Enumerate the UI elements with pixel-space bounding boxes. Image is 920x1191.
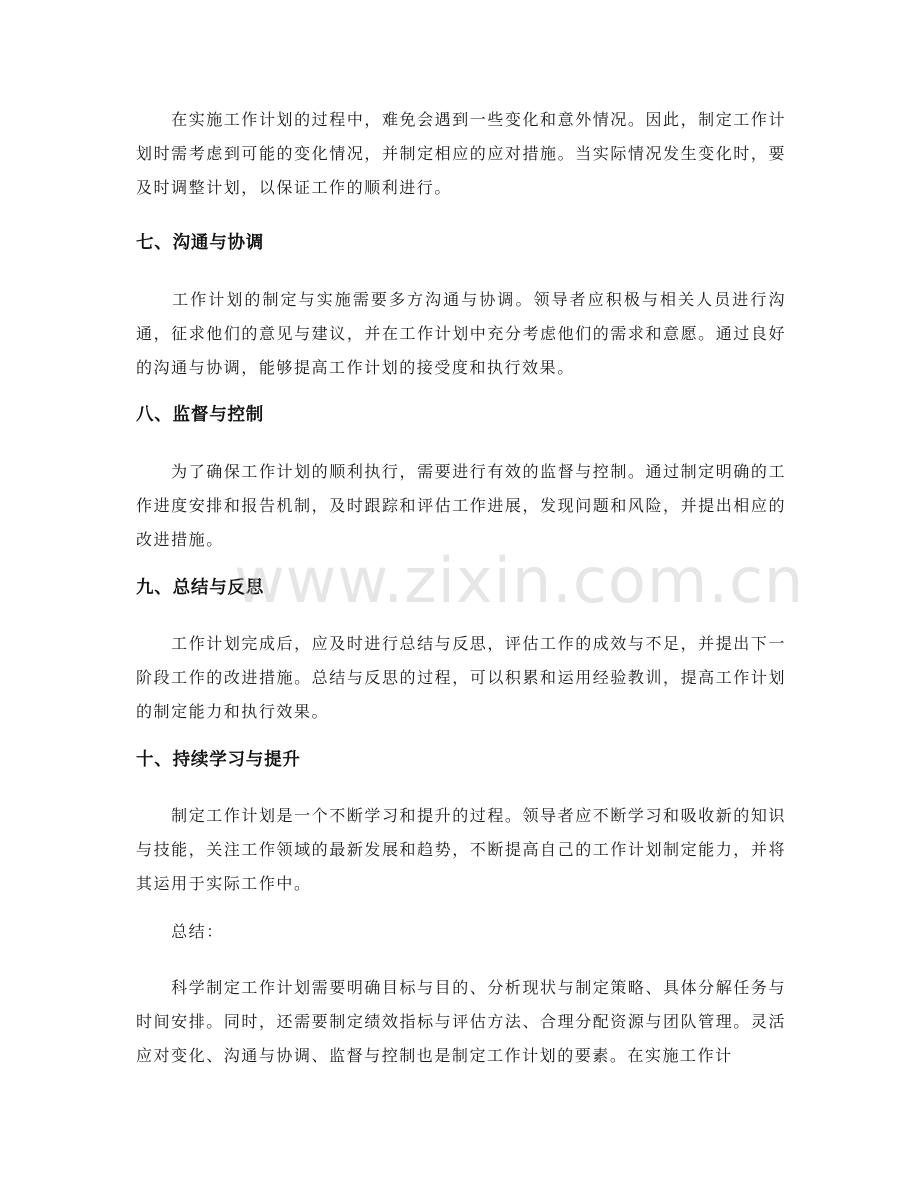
section-heading-learning [136,743,786,777]
paragraph-text: 总结： [136,922,224,941]
paragraph-handling-changes [136,103,786,205]
paragraph-text: 在实施工作计划的过程中，难免会遇到一些变化和意外情况。因此，制定工作计划时需考虑到可能的变化情况，并制定相应的应对措施。当实际情况发生变化时，要及时调整计划，以保证工作的顺利进行。 [136,110,786,197]
watermark: www.zixin.com.cn [234,544,805,617]
paragraph-text: 制定工作计划是一个不断学习和提升的过程。领导者应不断学习和吸收新的知识与技能，关注工作领域的最新发展和趋势，不断提高自己的工作计划制定能力，并将其运用于实际工作中。 [136,806,786,893]
paragraph-text: 为了确保工作计划的顺利执行，需要进行有效的监督与控制。通过制定明确的工作进度安排和报告机制，及时跟踪和评估工作进展，发现问题和风险，并提出相应的改进措施。 [136,462,786,549]
paragraph-summary [136,627,786,729]
paragraph-supervision [136,455,786,557]
paragraph-conclusion [136,971,786,1073]
paragraph-text: 工作计划完成后，应及时进行总结与反思，评估工作的成效与不足，并提出下一阶段工作的改进措施。总结与反思的过程，可以积累和运用经验教训，提高工作计划的制定能力和执行效果。 [136,634,786,721]
heading-text: 七、沟通与协调 [136,233,265,253]
conclusion-label [136,915,786,949]
paragraph-text: 工作计划的制定与实施需要多方沟通与协调。领导者应积极与相关人员进行沟通，征求他们的意见与建议，并在工作计划中充分考虑他们的需求和意愿。通过良好的沟通与协调，能够提高工作计划的接受度和执行效果。 [136,290,786,377]
paragraph-text: 科学制定工作计划需要明确目标与目的、分析现状与制定策略、具体分解任务与时间安排。同时，还需要制定绩效指标与评估方法、合理分配资源与团队管理。灵活应对变化、沟通与协调、监督与控制也是制定工作计划的要素。在实施工作计 [136,978,786,1065]
section-heading-summary [136,571,786,605]
paragraph-communication [136,283,786,385]
paragraph-learning [136,799,786,901]
section-heading-supervision [136,398,786,432]
heading-text: 九、总结与反思 [136,578,265,598]
heading-text: 十、持续学习与提升 [136,750,301,770]
heading-text: 八、监督与控制 [136,405,265,425]
section-heading-communication [136,226,786,260]
